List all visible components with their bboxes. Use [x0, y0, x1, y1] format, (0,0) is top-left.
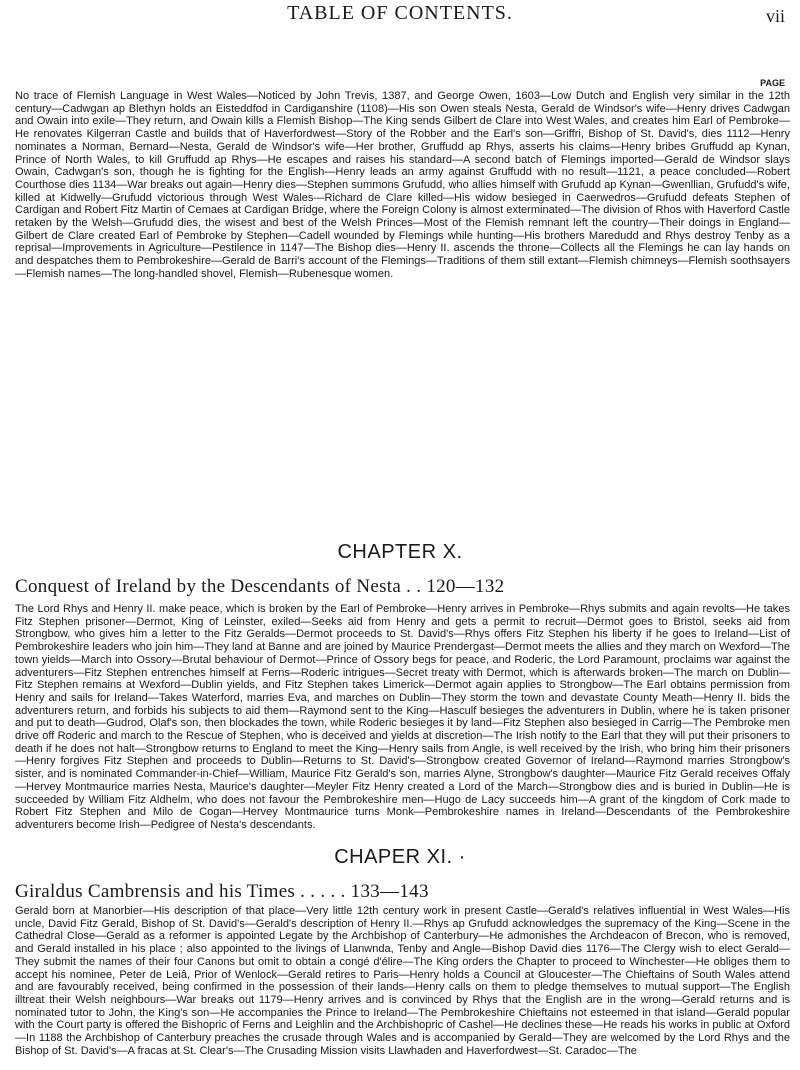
chapter-10-summary: The Lord Rhys and Henry II. make peace, which is broken by the Earl of Pembroke—Henry arrives in Pembroke—Rhys submits and again revolts—He takes Fitz Stephen prisoner—Dermot, King of Leinster, exiled—Seeks aid from Henry and gets a permit to recruit—Dermot goes to Bristol, seeks aid from Strongbow, who gives him a letter to the Fitz Geralds—Dermot proceeds to St. David's—Rhys offers Fitz Stephen his liberty if he goes to Ireland—List of Pembrokeshire leaders who join him—They land at Banne and are joined by Maurice Prendergast—Dermot meets the allies and they march on Wexford—The town yields—March into Ossory—Brutal behaviour of Dermot—Prince of Ossory begs for peace, and Roderic, the Lord Paramount, proclaims war against the adventurers—Fitz Stephen entrenches himself at Ferns—Roderic intrigues—Secret treaty with Dermot, which is afterwards broken—The march on Dublin—Fitz Stephen remains at Wexford—Dublin yields, and Fitz Stephen takes Limerick—Dermot again applies to Strongbow—The Earl obtains permission from Henry and sails for Ireland—Takes Waterford, marries Eva, and marches on Dublin—They storm the town and devastate County Meath—Henry II. bids the adventurers return, and forbids his subjects to aid them—Raymond sent to the King—Hasculf besieges the adventurers in Dublin, where he is taken prisoner and put to death—Gudrod, Olaf's son, then blockades the town, while Roderic besieges it by land—Fitz Stephen also besieged in Carrig—The Pembroke men drive off Roderic and march to the Rescue of Stephen, who is deceived and yields at discretion—The Irish notify to the Earl that they will put their prisoners to death if he does not halt—Strongbow returns to England to meet the King—Henry sails from Angle, is well received by the Irish, who bring him their prisoners—Henry forgives Fitz Stephen and proceeds to Dublin—Returns to St. David's—Strongbow created Governor of Ireland—Raymond marries Strongbow's sister, and is nominated Commander-in-Chief—William, Maurice Fitz Gerald's son, marries Alyne, Strongbow's daughter—Maurice Fitz Gerald receives Offaly—Hervey Montmaurice marries Nesta, Maurice's daughter—Meyler Fitz Henry created a Lord of the March—Strongbow dies and is buried in Dublin—He is succeeded by William Fitz Aldhelm, who does not favour the Pembrokeshire men—Hugo de Lacy succeeds him—A grant of the kingdom of Cork made to Robert Fitz Stephen and Milo de Cogan—Hervey Montmaurice turns Monk—Pembrokeshire names in Ireland—Descendants of the Pembrokeshire adventurers become Irish—Pedigree of Nesta's descendants.: [15, 603, 790, 831]
chapter-11-title: Giraldus Cambrensis and his Times . . . . . 133—143: [15, 881, 429, 902]
page-column-label: PAGE: [760, 78, 785, 88]
chapter-9-summary: No trace of Flemish Language in West Wales—Noticed by John Trevis, 1387, and George Owen, 1603—Low Dutch and English very similar in the 12th century—Cadwgan ap Blethyn holds an Eisteddfod in Cardiganshire (1108)—His son Owen steals Nesta, Gerald de Windsor's wife—Henry drives Cadwgan and Owain into exile—They return, and Owain kills a Flemish Bishop—The King sends Gilbert de Clare into West Wales, and creates him Earl of Pembroke—He renovates Kilgerran Castle and builds that of Haverfordwest—Story of the Robber and the Earl's son—Griffri, Bishop of St. David's, dies 1112—Henry nominates a Norman, Bernard—Nesta, Gerald de Windsor's wife—Her brother, Gruffudd ap Rhys, asserts his claims—Henry bribes Gruffudd ap Kynan, Prince of North Wales, to kill Gruffudd ap Rhys—He escapes and raises his standard—A second batch of Flemings imported—Gerald de Windsor slays Owain, Cadwgan's son, though he is fighting for the English—Henry leads an army against Gruffudd with no result—1121, a peace concluded—Robert Courthose dies 1134—War breaks out again—Henry dies—Stephen summons Grufudd, who allies himself with Grufudd ap Kynan—Gwenllian, Grufudd's wife, killed at Kidwelly—Grufudd victorious through West Wales—Richard de Clare killed—His widow besieged in Caerwedros—Grufudd defeats Stephen of Cardigan and Robert Fitz Martin of Cemaes at Cardigan Bridge, where the Foreign Colony is almost exterminated—The division of Rhos with Haverford Castle retaken by the Welsh—Grufudd dies, the wisest and best of the Welsh Princes—Most of the Flemish remnant left the country—Their doings in England—Gilbert de Clare created Earl of Pembroke by Stephen—Cadell wounded by Flemings while hunting—His brothers Maredudd and Rhys destroy Tenby as a reprisal—Improvements in Agriculture—Pestilence in 1147—The Bishop dies—Henry II. ascends the throne—Collects all the Flemings he can lay hands on and despatches them to Pembrokeshire—Gerald de Barri's account of the Flemings—Traditions of them still extant—Flemish chimneys—Flemish soothsayers—Flemish names—The long-handled shovel, Flemish—Rubenesque women.: [15, 90, 790, 280]
chapter-10-title: Conquest of Ireland by the Descendants of Nesta . . 120—132: [15, 576, 505, 597]
page-number: vii: [765, 6, 785, 26]
chapter-11-heading: CHAPER XI. ·: [334, 846, 466, 868]
chapter-10-heading: CHAPTER X.: [337, 541, 463, 563]
running-title: TABLE OF CONTENTS.: [287, 2, 513, 24]
chapter-11-summary: Gerald born at Manorbier—His description of that place—Very little 12th century work in present Castle—Gerald's relatives influential in West Wales—His uncle, David Fitz Gerald, Bishop of St. David's—Gerald's description of Henry II.—Rhys ap Grufudd acknowledges the supremacy of the King—Scene in the Cathedral Close—Gerald as a reformer is appointed Legate by the Archbishop of Canterbury—He admonishes the Archdeacon of Brecon, who is removed, and Gerald installed in his place ; also appointed to the livings of Llanwnda, Tenby and Angle—Bishop David dies 1176—The Clergy wish to elect Gerald—They submit the names of their four Canons but omit to obtain a congé d'élire—The King orders the Chapter to proceed to Winchester—He obliges them to accept his nominee, Peter de Leiâ, Prior of Wenlock—Gerald retires to Paris—Henry holds a Council at Gloucester—The Chieftains of South Wales attend and are favourably received, being confirmed in the possession of their lands—Henry calls on them to pledge themselves to mutual support—The English illtreat their Welsh neighbours—War breaks out 1179—Henry arrives and is convinced by Rhys that the English are in the wrong—Gerald returns and is nominated tutor to John, the King's son—He accompanies the Prince to Ireland—The Pembrokeshire Chieftains not esteemed in that island—Gerald popular with the Court party is offered the Bishopric of Ferns and Leighlin and the Archbishopric of Cashel—He declines these—He reads his works in public at Oxford—In 1188 the Archbishop of Canterbury preaches the crusade through Wales and is accompanied by Gerald—They are welcomed by the Lord Rhys and the Bishop of St. David's—A fracas at St. Clear's—The Crusading Mission visits Llawhaden and Haverfordwest—St. Caradoc—The: [15, 905, 790, 1057]
running-head: [0, 2, 800, 34]
